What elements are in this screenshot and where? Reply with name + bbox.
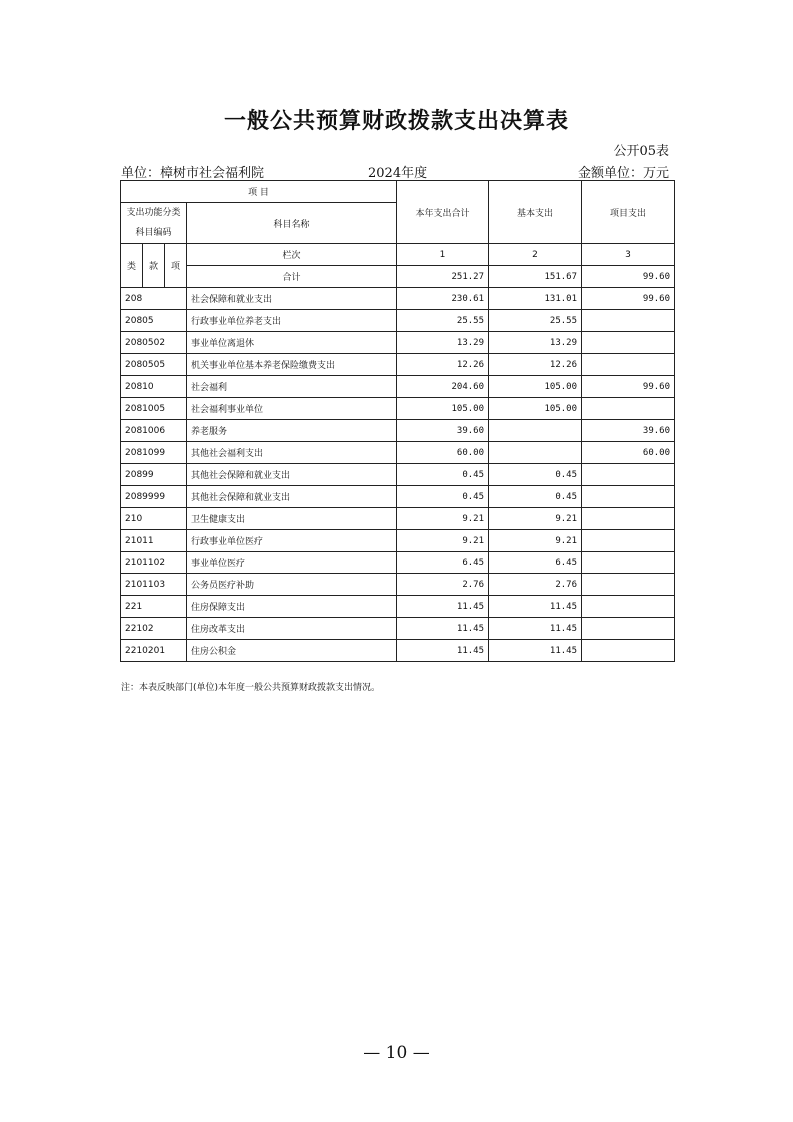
row-basic	[489, 420, 582, 442]
row-code: 2101102	[121, 552, 187, 574]
row-basic: 105.00	[489, 376, 582, 398]
row-code: 2080502	[121, 332, 187, 354]
row-total: 105.00	[397, 398, 489, 420]
row-total: 11.45	[397, 618, 489, 640]
row-code: 210	[121, 508, 187, 530]
row-total: 11.45	[397, 596, 489, 618]
row-basic: 0.45	[489, 464, 582, 486]
table-row	[121, 552, 675, 574]
row-total: 11.45	[397, 640, 489, 662]
row-code: 2101103	[121, 574, 187, 596]
row-basic: 6.45	[489, 552, 582, 574]
row-name: 其他社会福利支出	[187, 442, 397, 464]
table-row	[121, 332, 675, 354]
row-project	[582, 530, 675, 552]
table-row	[121, 442, 675, 464]
row-code: 21011	[121, 530, 187, 552]
row-basic: 11.45	[489, 640, 582, 662]
header-lei: 类	[121, 244, 143, 288]
row-name: 住房保障支出	[187, 596, 397, 618]
row-basic: 12.26	[489, 354, 582, 376]
unit-label: 单位：樟树市社会福利院	[121, 166, 265, 181]
row-basic	[489, 442, 582, 464]
row-basic: 131.01	[489, 288, 582, 310]
row-code: 2081006	[121, 420, 187, 442]
row-basic: 13.29	[489, 332, 582, 354]
table-row	[121, 420, 675, 442]
year-label: 2024年度	[368, 166, 428, 181]
row-name: 其他社会保障和就业支出	[187, 464, 397, 486]
row-project: 39.60	[582, 420, 675, 442]
row-basic: 9.21	[489, 508, 582, 530]
table-row	[121, 596, 675, 618]
row-project	[582, 552, 675, 574]
row-name: 住房公积金	[187, 640, 397, 662]
row-name: 其他社会保障和就业支出	[187, 486, 397, 508]
header-xiang: 项	[165, 244, 187, 288]
table-row	[121, 530, 675, 552]
row-name: 公务员医疗补助	[187, 574, 397, 596]
header-subject-name: 科目名称	[187, 203, 397, 244]
row-project	[582, 310, 675, 332]
row-name: 社会保障和就业支出	[187, 288, 397, 310]
expenditure-table	[120, 180, 675, 662]
row-project	[582, 596, 675, 618]
page-title: 一般公共预算财政拨款支出决算表	[223, 108, 569, 134]
row-project	[582, 508, 675, 530]
row-project: 60.00	[582, 442, 675, 464]
row-code: 2081005	[121, 398, 187, 420]
row-project	[582, 332, 675, 354]
header-col3: 3	[582, 244, 675, 266]
header-project: 项 目	[121, 181, 397, 203]
row-total: 9.21	[397, 508, 489, 530]
header-project-exp: 项目支出	[582, 181, 675, 244]
sum-total: 251.27	[397, 266, 489, 288]
row-code: 20805	[121, 310, 187, 332]
table-row	[121, 310, 675, 332]
row-code: 22102	[121, 618, 187, 640]
row-total: 0.45	[397, 486, 489, 508]
row-code: 2081099	[121, 442, 187, 464]
row-total: 13.29	[397, 332, 489, 354]
row-total: 6.45	[397, 552, 489, 574]
sum-basic: 151.67	[489, 266, 582, 288]
row-project: 99.60	[582, 376, 675, 398]
table-row	[121, 640, 675, 662]
row-total: 39.60	[397, 420, 489, 442]
row-code: 2080505	[121, 354, 187, 376]
row-project	[582, 464, 675, 486]
header-col2: 2	[489, 244, 582, 266]
sum-row	[121, 266, 675, 288]
table-row	[121, 288, 675, 310]
table-row	[121, 376, 675, 398]
row-name: 养老服务	[187, 420, 397, 442]
row-basic: 11.45	[489, 596, 582, 618]
row-total: 25.55	[397, 310, 489, 332]
header-basic: 基本支出	[489, 181, 582, 244]
row-project	[582, 618, 675, 640]
row-code: 20899	[121, 464, 187, 486]
row-name: 行政事业单位养老支出	[187, 310, 397, 332]
table-row	[121, 508, 675, 530]
header-kuan: 款	[143, 244, 165, 288]
row-total: 60.00	[397, 442, 489, 464]
row-basic: 25.55	[489, 310, 582, 332]
header-func-code: 支出功能分类科目编码	[121, 203, 187, 244]
row-total: 12.26	[397, 354, 489, 376]
sum-project: 99.60	[582, 266, 675, 288]
row-total: 0.45	[397, 464, 489, 486]
table-row	[121, 398, 675, 420]
form-number: 公开05表	[613, 144, 669, 159]
row-total: 2.76	[397, 574, 489, 596]
row-code: 20810	[121, 376, 187, 398]
row-project	[582, 640, 675, 662]
page-number: — 10 —	[363, 1043, 430, 1063]
table-row	[121, 464, 675, 486]
row-project	[582, 486, 675, 508]
header-col-label: 栏次	[187, 244, 397, 266]
row-code: 208	[121, 288, 187, 310]
row-name: 社会福利	[187, 376, 397, 398]
row-total: 9.21	[397, 530, 489, 552]
row-basic: 105.00	[489, 398, 582, 420]
row-project: 99.60	[582, 288, 675, 310]
row-name: 卫生健康支出	[187, 508, 397, 530]
row-basic: 11.45	[489, 618, 582, 640]
table-row	[121, 486, 675, 508]
sum-label: 合计	[187, 266, 397, 288]
row-basic: 0.45	[489, 486, 582, 508]
amount-unit-label: 金额单位：万元	[577, 166, 669, 181]
header-row-colnum	[121, 244, 675, 266]
row-total: 204.60	[397, 376, 489, 398]
row-code: 221	[121, 596, 187, 618]
row-project	[582, 574, 675, 596]
row-name: 住房改革支出	[187, 618, 397, 640]
row-name: 事业单位医疗	[187, 552, 397, 574]
header-total: 本年支出合计	[397, 181, 489, 244]
row-code: 2210201	[121, 640, 187, 662]
table-note: 注：本表反映部门(单位)本年度一般公共预算财政拨款支出情况。	[121, 683, 381, 693]
header-col1: 1	[397, 244, 489, 266]
row-name: 社会福利事业单位	[187, 398, 397, 420]
row-name: 行政事业单位医疗	[187, 530, 397, 552]
row-name: 事业单位离退休	[187, 332, 397, 354]
row-basic: 9.21	[489, 530, 582, 552]
row-project	[582, 398, 675, 420]
row-code: 2089999	[121, 486, 187, 508]
row-basic: 2.76	[489, 574, 582, 596]
row-total: 230.61	[397, 288, 489, 310]
row-name: 机关事业单位基本养老保险缴费支出	[187, 354, 397, 376]
header-row-project	[121, 181, 675, 203]
table-row	[121, 354, 675, 376]
table-row	[121, 574, 675, 596]
row-project	[582, 354, 675, 376]
table-row	[121, 618, 675, 640]
